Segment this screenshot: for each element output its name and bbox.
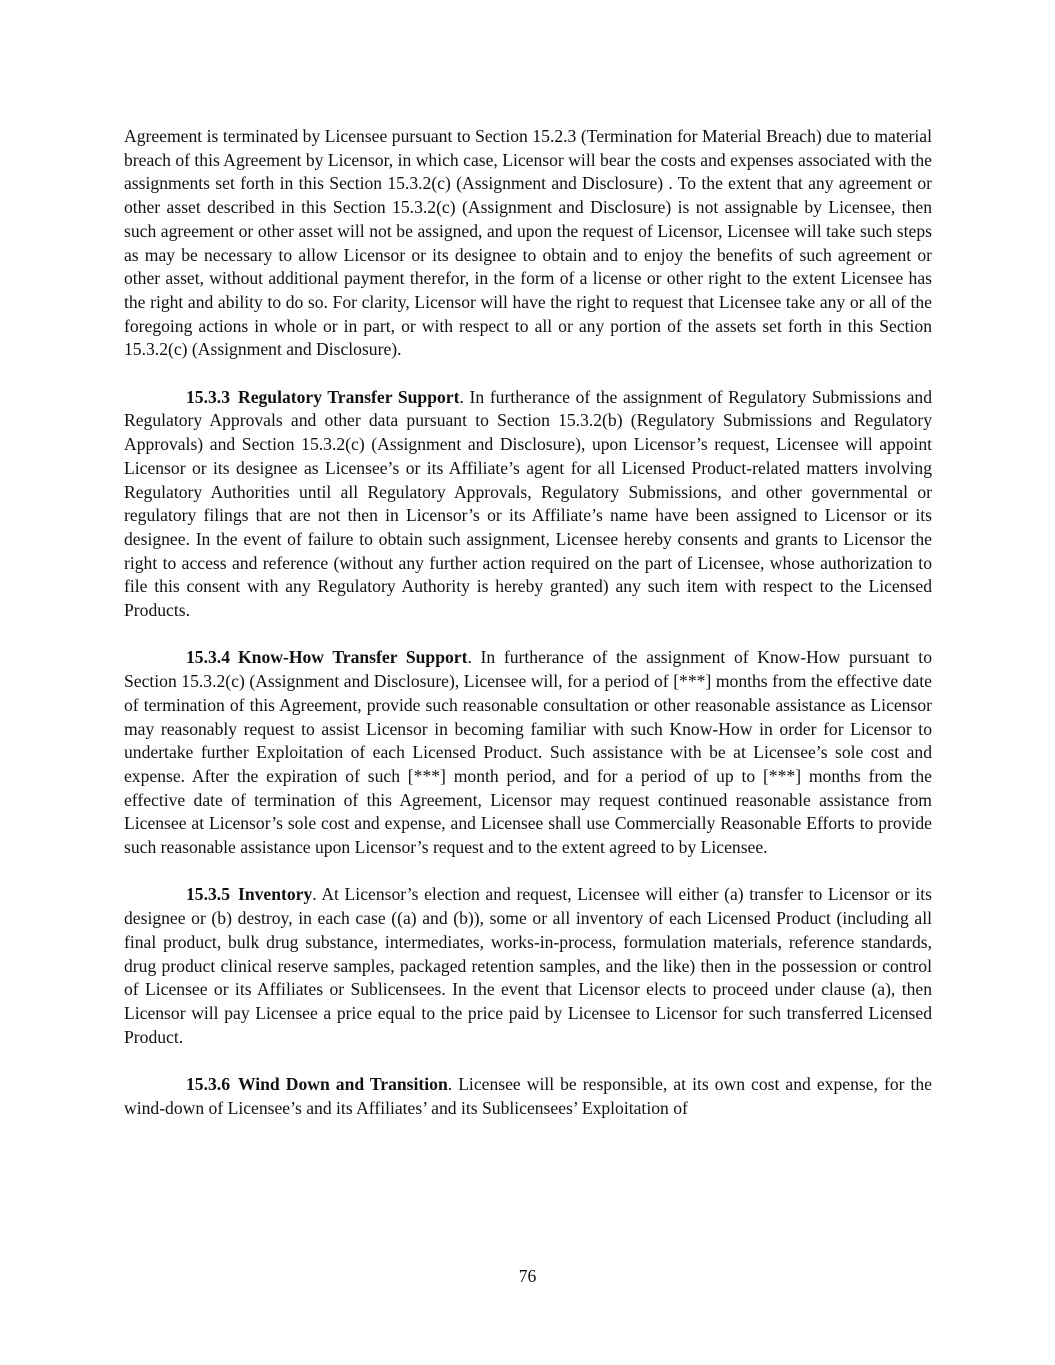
heading-period: . (447, 1074, 453, 1095)
document-page (124, 125, 932, 1120)
section-number: 15.3.6 (186, 1074, 230, 1095)
section-15-3-6 (124, 1073, 932, 1120)
section-number: 15.3.3 (186, 386, 230, 407)
section-number: 15.3.4 (186, 647, 230, 668)
section-15-3-4 (124, 646, 932, 859)
paragraph-text: In furtherance of the assignment of Regulatory Submissions and Regulatory Approvals and other data pursuant to Section 15.3.2(b) (Regulatory Submissions and Regulatory Approvals) and Section 15.3.2(c) (Assignment and Disclosure), upon Licensor’s request, Licensee will appoint Licensor or its designee as Licensee’s or its Affiliate’s agent for all Licensed Product-related matters involving Regulatory Authorities until all Regulatory Approvals, Regulatory Submissions, and other governmental or regulatory filings that are not then in Licensor’s or its Affiliate’s name have been assigned to Licensor or its designee. In the event of failure to obtain such assignment, Licensee hereby consents and grants to Licensor the right to access and reference (without any further action required on the part of Licensee, whose authorization to file this consent with any Regulatory Authority is hereby granted) any such item with respect to the Licensed Products. (124, 386, 933, 621)
page-number: 76 (518, 1266, 537, 1286)
section-heading: Inventory (237, 884, 313, 905)
section-number: 15.3.5 (186, 884, 230, 905)
heading-period: . (467, 647, 472, 668)
heading-period: . (312, 884, 317, 905)
heading-period: . (459, 386, 464, 407)
section-heading: Regulatory Transfer Support (237, 386, 460, 407)
paragraph-text: Agreement is terminated by Licensee pursuant to Section 15.2.3 (Termination for Material Breach) due to material breach of this Agreement by Licensor, in which case, Licensor will bear the costs and expenses associated with the assignments set forth in this Section 15.3.2(c) (Assignment and Disclosure) . To the extent that any agreement or other asset described in this Section 15.3.2(c) (Assignment and Disclosure) is not assignable by Licensee, then such agreement or other asset will not be assigned, and upon the request of Licensor, Licensee will take such steps as may be necessary to allow Licensor or its designee to obtain and to enjoy the benefits of such agreement or other asset, without additional payment therefor, in the form of a license or other right to the extent Licensee has the right and ability to do so. For clarity, Licensor will have the right to request that Licensee take any or all of the foregoing actions in whole or in part, or with respect to all or any portion of the assets set forth in this Section 15.3.2(c) (Assignment and Disclosure). (124, 126, 932, 360)
paragraph-continuation (124, 125, 932, 362)
paragraph-text: At Licensor’s election and request, Licensee will either (a) transfer to Licensor or its designee or (b) destroy, in each case ((a) and (b)), some or all inventory of each Licensed Product (including all final product, bulk drug substance, intermediates, works-in-process, formulation materials, reference standards, drug product clinical reserve samples, packaged retention samples, and the like) then in the possession or control of Licensee or its Affiliates or Sublicensees. In the event that Licensor elects to proceed under clause (a), then Licensor will pay Licensee a price equal to the price paid by Licensee to Licensor for such transferred Licensed Product. (124, 884, 932, 1047)
paragraph-text: In furtherance of the assignment of Know-How pursuant to Section 15.3.2(c) (Assignment and Disclosure), Licensee will, for a period of [***] months from the effective date of termination of this Agreement, provide such reasonable consultation or other reasonable assistance as Licensor may reasonably request to assist Licensor in becoming familiar with such Know-How in order for Licensor to undertake further Exploitation of each Licensed Product. Such assistance with be at Licensee’s sole cost and expense. After the expiration of such [***] month period, and for a period of up to [***] months from the effective date of termination of this Agreement, Licensor may request continued reasonable assistance from Licensee at Licensor’s sole cost and expense, and Licensee shall use Commercially Reasonable Efforts to provide such reasonable assistance upon Licensor’s request and to the extent agreed to by Licensee. (124, 647, 932, 858)
section-15-3-3 (124, 386, 932, 623)
paragraph-text: Licensee will be responsible, at its own cost and expense, for the wind-down of Licensee’s and its Affiliates’ and its Sublicensees’ Exploitation of (124, 1074, 932, 1118)
section-heading: Wind Down and Transition (237, 1074, 448, 1095)
section-15-3-5 (124, 883, 932, 1049)
section-heading: Know-How Transfer Support (237, 647, 468, 668)
